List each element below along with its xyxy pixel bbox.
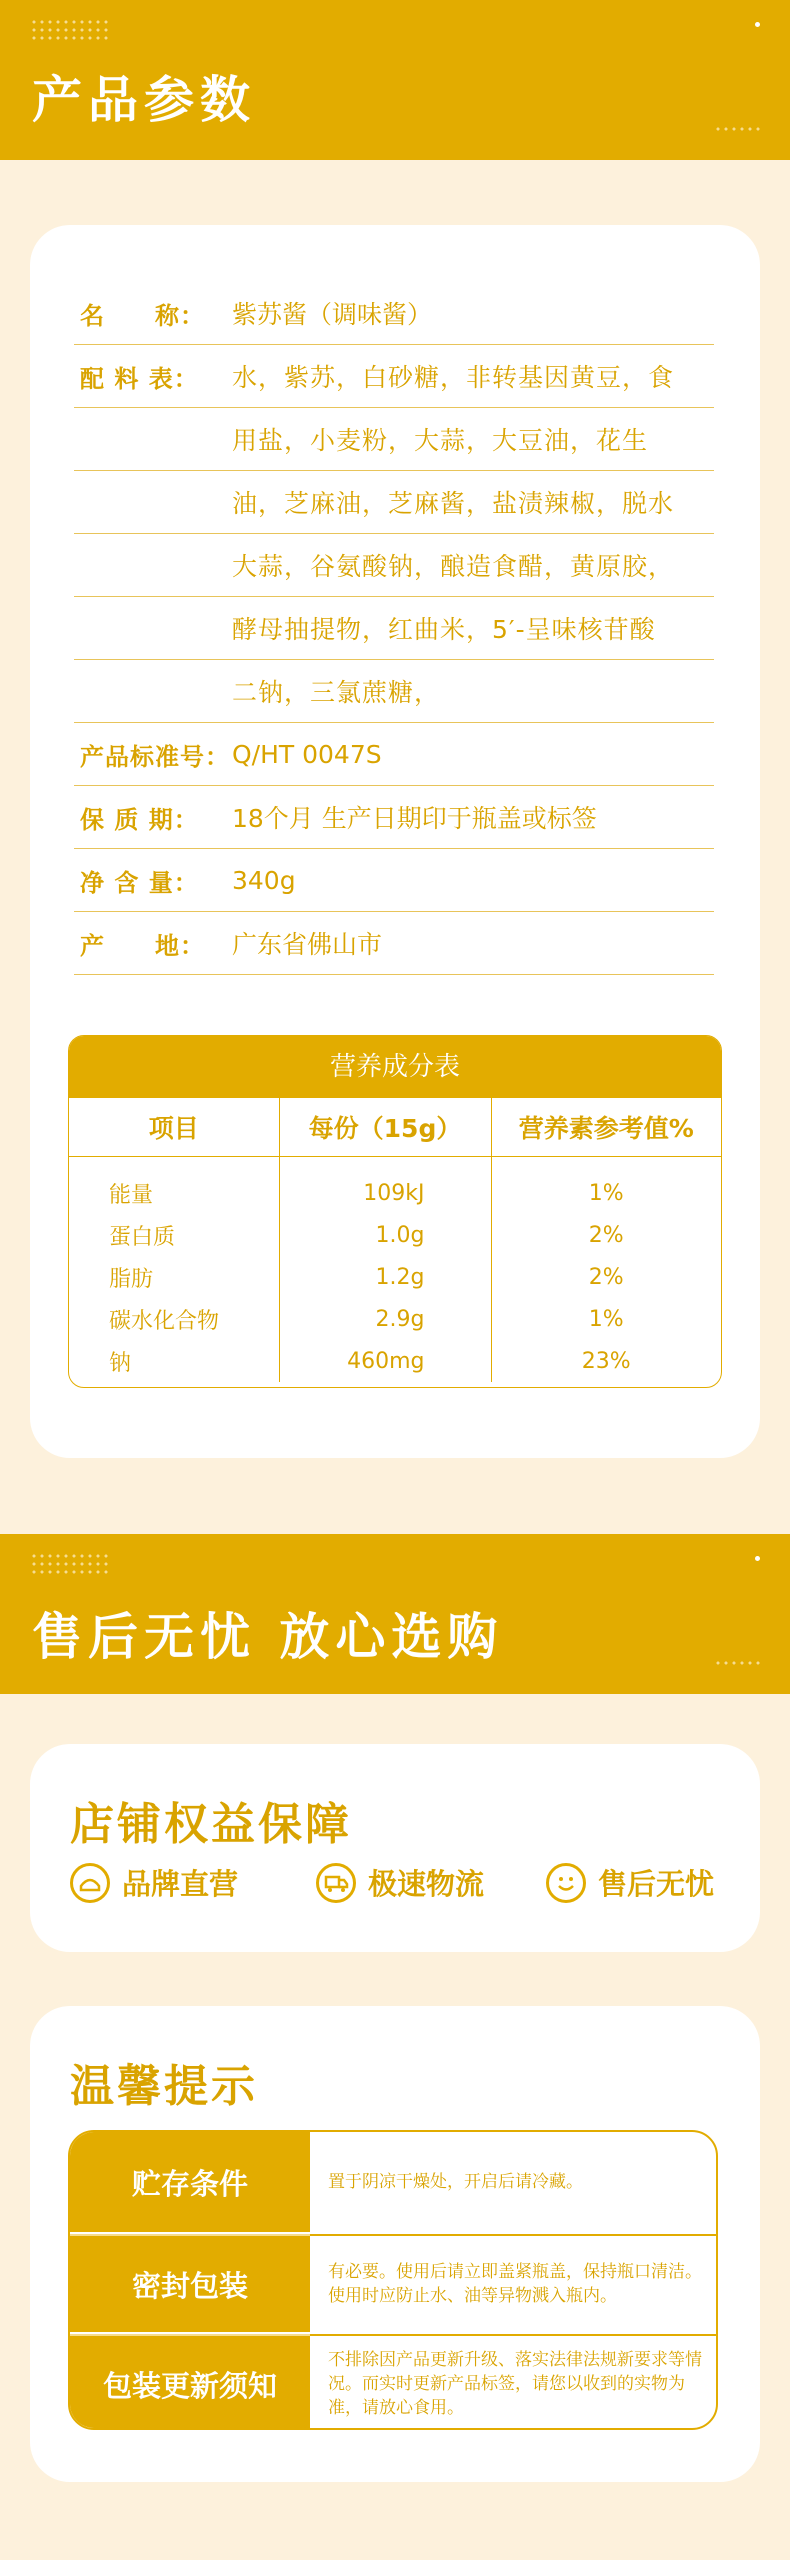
- service-item-brand: [70, 1862, 238, 1903]
- nutrition-header: 营养素参考值%: [491, 1098, 721, 1156]
- table-row: [69, 1214, 721, 1256]
- section-banner-service: [0, 1534, 790, 1694]
- nutrient-name: 钠: [109, 1350, 132, 1376]
- service-item-aftersales: [546, 1862, 714, 1903]
- nutrient-name: 能量: [109, 1182, 154, 1208]
- nutrient-name: 碳水化合物: [109, 1308, 220, 1334]
- dots-decoration: [30, 1552, 112, 1578]
- nutrient-amount: 460mg: [279, 1340, 491, 1382]
- tips-card: [30, 2006, 760, 2482]
- tip-row: [70, 2132, 716, 2232]
- param-label: 保 质 期：: [80, 805, 199, 834]
- table-row: [69, 1340, 721, 1382]
- param-label: 名 称：: [80, 301, 205, 330]
- tip-label: 包装更新须知: [70, 2334, 310, 2430]
- section-title: 售后无忧 放心选购: [32, 1608, 504, 1666]
- dot-decoration: [755, 22, 760, 27]
- param-label: 配 料 表 ：: [80, 364, 199, 393]
- param-row-name: [74, 282, 714, 345]
- nutrient-amount: 1.0g: [279, 1214, 491, 1256]
- ingredient-line: 大蒜，谷氨酸钠，酿造食醋，黄原胶，: [232, 552, 675, 581]
- smile-icon: [546, 1863, 586, 1903]
- param-value: 340g: [232, 865, 296, 895]
- tips-title: 温馨提示: [70, 2061, 258, 2112]
- ingredient-line: 酵母抽提物，红曲米，5′-呈味核苷酸: [232, 615, 656, 644]
- tip-text: 置于阴凉干燥处，开启后请冷藏。: [328, 2172, 583, 2192]
- param-label: 产品标准号：: [80, 742, 230, 771]
- tips-table: [68, 2130, 718, 2430]
- service-item-logistics: [316, 1862, 484, 1903]
- section-title: 产品参数: [32, 71, 256, 129]
- nutrient-nrv: 1%: [491, 1156, 721, 1214]
- nutrient-amount: 109kJ: [279, 1156, 491, 1214]
- section-banner-params: [0, 0, 790, 160]
- param-label: 产 地：: [80, 931, 205, 960]
- param-row-standard: [74, 723, 714, 786]
- param-row-net: [74, 849, 714, 912]
- params-card: [30, 225, 760, 1458]
- nutrition-header: 项目: [69, 1098, 279, 1156]
- tip-row: [70, 2232, 716, 2332]
- nutrient-nrv: 23%: [491, 1340, 721, 1382]
- truck-icon: [316, 1863, 356, 1903]
- nutrient-amount: 1.2g: [279, 1256, 491, 1298]
- table-row: [69, 1256, 721, 1298]
- service-label: 品牌直营: [122, 1867, 239, 1901]
- dots-decoration: [714, 126, 762, 132]
- param-value: 18个月 生产日期印于瓶盖或标签: [232, 804, 597, 833]
- dots-decoration: [714, 1660, 762, 1666]
- store-icon: [70, 1863, 110, 1903]
- param-value: 广东省佛山市: [232, 930, 383, 959]
- ingredient-line: 二钠，三氯蔗糖，: [232, 678, 441, 707]
- table-row: [69, 1156, 721, 1214]
- param-row-origin: [74, 912, 714, 975]
- ingredient-line: 用盐，小麦粉，大蒜，大豆油，花生: [232, 426, 649, 455]
- service-label: 售后无忧: [598, 1867, 715, 1901]
- tip-text: 有必要。使用后请立即盖紧瓶盖，保持瓶口清洁。使用时应防止水、油等异物溅入瓶内。: [310, 2234, 716, 2332]
- nutrient-nrv: 2%: [491, 1256, 721, 1298]
- params-list: [74, 282, 714, 975]
- param-value: 紫苏酱（调味酱）: [232, 300, 433, 329]
- nutrient-nrv: 2%: [491, 1214, 721, 1256]
- tip-text: 不排除因产品更新升级、落实法律法规新要求等情况。而实时更新产品标签，请您以收到的实物为准，请放心食用。: [310, 2334, 716, 2430]
- tip-label: 贮存条件: [70, 2132, 310, 2232]
- param-label: 净 含 量：: [80, 868, 199, 897]
- nutrient-nrv: 1%: [491, 1298, 721, 1340]
- service-label: 极速物流: [368, 1867, 485, 1901]
- param-value: Q/HT 0047S: [232, 739, 382, 769]
- nutrition-header: 每份（15g）: [279, 1098, 491, 1156]
- dot-decoration: [755, 1556, 760, 1561]
- service-card: [30, 1744, 760, 1952]
- nutrient-name: 脂肪: [109, 1266, 154, 1292]
- ingredient-line: 油，芝麻油，芝麻酱，盐渍辣椒，脱水: [232, 489, 675, 518]
- service-title: 店铺权益保障: [70, 1799, 352, 1850]
- param-row-shelf-life: [74, 786, 714, 849]
- nutrient-amount: 2.9g: [279, 1298, 491, 1340]
- nutrient-name: 蛋白质: [109, 1224, 176, 1250]
- dots-decoration: [30, 18, 112, 44]
- tip-row: [70, 2332, 716, 2430]
- ingredient-line: 水，紫苏，白砂糖，非转基因黄豆，食: [232, 363, 675, 392]
- tip-label: 密封包装: [70, 2234, 310, 2332]
- table-row: [69, 1298, 721, 1340]
- nutrition-table: [68, 1035, 722, 1388]
- nutrition-title: 营养成分表: [69, 1036, 721, 1098]
- param-row-ingredients: [74, 345, 714, 723]
